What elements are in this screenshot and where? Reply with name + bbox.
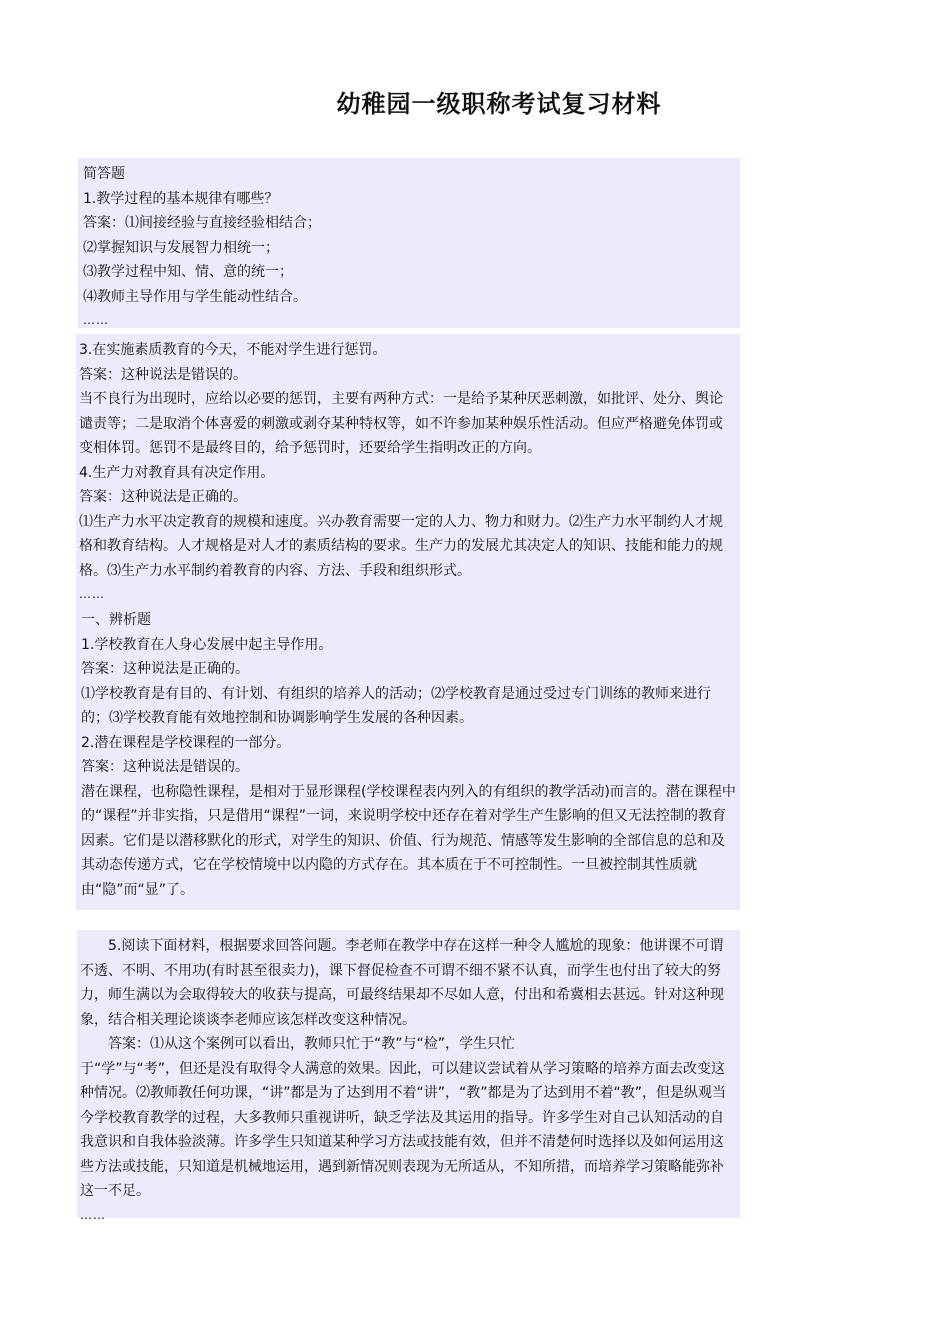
- judgement-section-b: [76, 606, 740, 910]
- answer-text: 答案：⑴从这个案例可以看出，教师只忙于“教”与“检”，学生只忙: [108, 1036, 516, 1052]
- judgement-section-a: [76, 334, 740, 606]
- answer-text: 答案：⑴间接经验与直接经验相结合；: [83, 215, 321, 231]
- answer-text: ⑶教学过程中知、情、意的统一；: [83, 264, 293, 280]
- question-text: 1.学校教育在人身心发展中起主导作用。: [81, 636, 333, 653]
- question-text: 5.阅读下面材料，根据要求回答问题。李老师在教学中存在这样一种令人尴尬的现象：他讲课不可谓不透、不明、不用功(有时甚至很卖力)，课下督促检查不可谓不细不紧不认真，而学生也付出了较大的努力，师生满以为会取得较大的收获与提高，可最终结果却不尽如人意，付出和希冀相去甚远。针对这种现象，结合相关理论谈谈李老师应该怎样改变这种情况。: [80, 938, 724, 1028]
- short-answer-section: [78, 158, 740, 328]
- answer-explanation: 潜在课程，也称隐性课程，是相对于显形课程(学校课程表内列入的有组织的教学活动)而言的。潜在课程中的“课程”并非实指，只是借用“课程”一词，来说明学校中还存在着对学生产生影响的但又无法控制的教育因素。它们是以潜移默化的形式，对学生的知识、价值、行为规范、情感等发生影响的全部信息的总和及其动态传递方式，它在学校情境中以内隐的方式存在。其本质在于不可控制性。一旦被控制其性质就由“隐”而“显”了。: [81, 783, 736, 898]
- answer-explanation: ⑴学校教育是有目的、有计划、有组织的培养人的活动；⑵学校教育是通过受过专门训练的教师来进行的；⑶学校教育能有效地控制和协调影响学生发展的各种因素。: [81, 685, 711, 726]
- question-text: 1.教学过程的基本规律有哪些？: [83, 190, 279, 207]
- answer-explanation: ⑴生产力水平决定教育的规模和速度。兴办教育需要一定的人力、物力和财力。⑵生产力水平制约人才规格和教育结构。人才规格是对人才的素质结构的要求。生产力的发展尤其决定人的知识、技能和能力的规格。⑶生产力水平制约着教育的内容、方法、手段和组织形式。: [79, 513, 723, 579]
- document-title: 幼稚园一级职称考试复习材料: [336, 89, 662, 118]
- answer-text: 答案：这种说法是错误的。: [79, 366, 247, 383]
- ellipsis: ……: [80, 1207, 106, 1222]
- answer-text: 答案：这种说法是正确的。: [81, 661, 249, 677]
- ellipsis: ……: [79, 587, 105, 601]
- answer-text: 答案：这种说法是错误的。: [81, 759, 249, 775]
- answer-explanation: 当不良行为出现时，应给以必要的惩罚，主要有两种方式：一是给予某种厌恶刺激，如批评、处分、舆论谴责等；二是取消个体喜爱的刺激或剥夺某种特权等，如不许参加某种娱乐性活动。但应严格避免体罚或变相体罚。惩罚不是最终目的，给予惩罚时，还要给学生指明改正的方向。: [79, 391, 723, 456]
- question-text: 2.潜在课程是学校课程的一部分。: [81, 734, 291, 751]
- question-text: 3.在实施素质教育的今天，不能对学生进行惩罚。: [79, 342, 387, 358]
- answer-text: ⑷教师主导作用与学生能动性结合。: [83, 288, 307, 305]
- ellipsis: ……: [83, 313, 109, 327]
- answer-explanation: 于“学”与“考”，但还是没有取得令人满意的效果。因此，可以建议尝试着从学习策略的培养方面去改变这种情况。⑵教师教任何功课，“讲”都是为了达到用不着“讲”，“教”都是为了达到用不着“教”，但是纵观当今学校教育教学的过程，大多教师只重视讲听，缺乏学法及其运用的指导。许多学生对自己认知活动的自我意识和自我体验淡薄。许多学生只知道某种学习方法或技能有效，但并不清楚何时选择以及如何运用这些方法或技能，只知道是机械地运用，遇到新情况则表现为无所适从，不知所措，而培养学习策略能弥补这一不足。: [80, 1060, 727, 1199]
- question-text: 4.生产力对教育具有决定作用。: [79, 464, 275, 481]
- answer-text: 答案：这种说法是正确的。: [79, 489, 247, 505]
- answer-text: ⑵掌握知识与发展智力相统一；: [83, 239, 279, 256]
- reading-analysis-section: [77, 930, 740, 1222]
- section-heading: 一、辨析题: [81, 612, 151, 628]
- section-heading: 简答题: [83, 166, 125, 182]
